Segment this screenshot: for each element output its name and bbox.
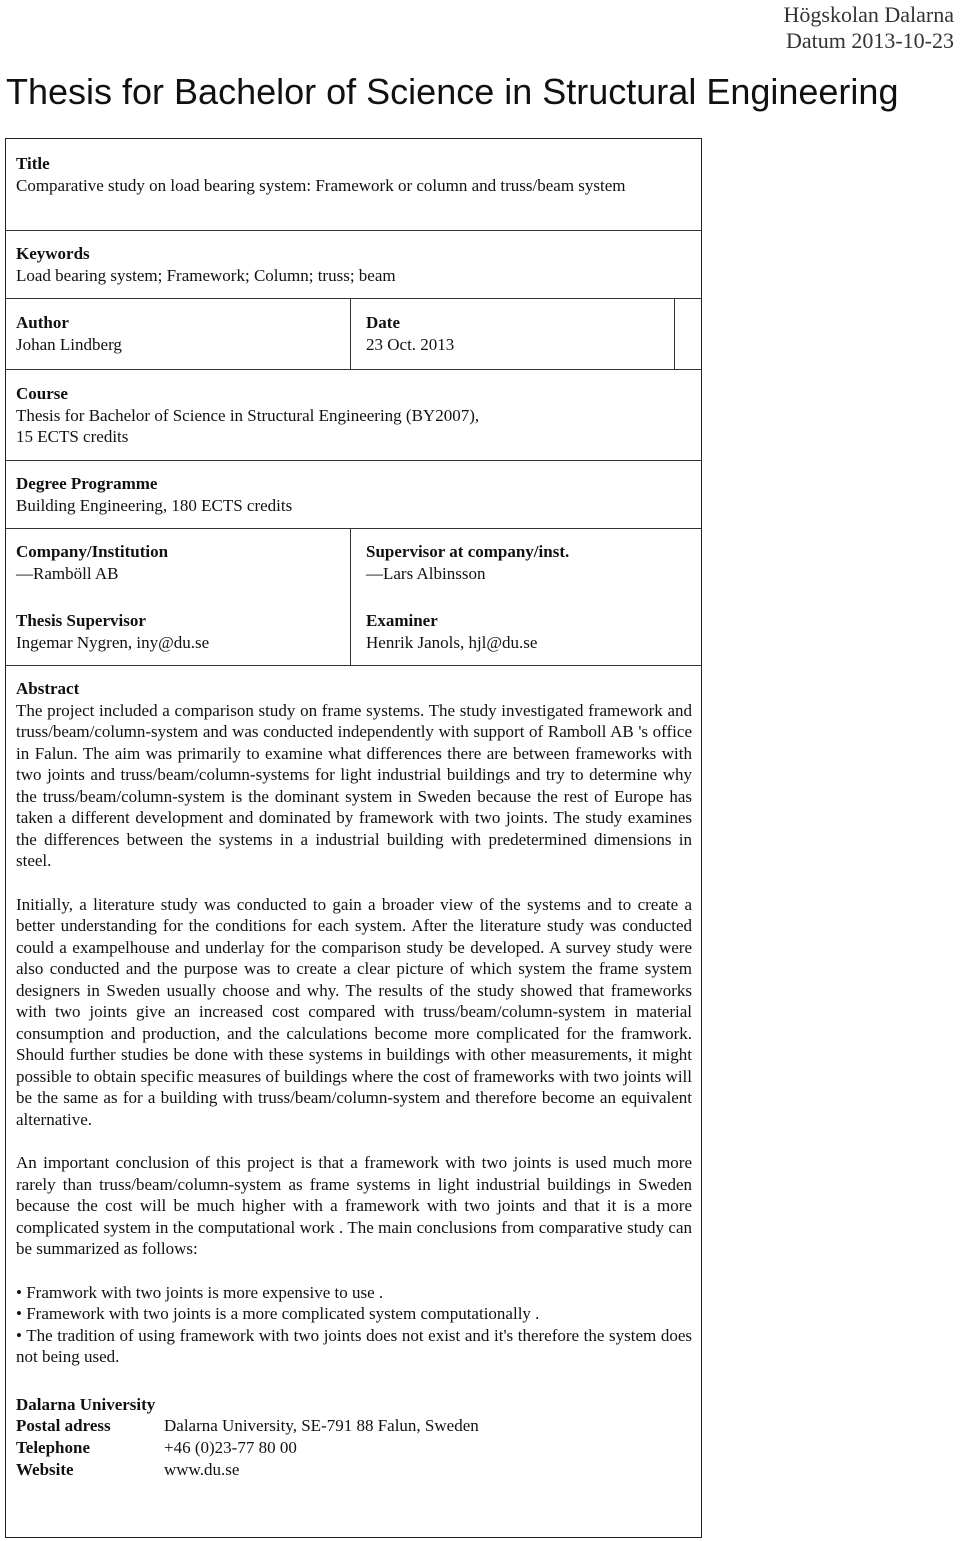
abstract-section xyxy=(16,678,692,1481)
course-value-line1: Thesis for Bachelor of Science in Structural Engineering (BY2007), xyxy=(16,405,480,425)
university-info xyxy=(16,1394,692,1482)
contact-key: Postal adress xyxy=(16,1416,111,1435)
degree-value: Building Engineering, 180 ECTS credits xyxy=(16,495,293,515)
date-value: 23 Oct. 2013 xyxy=(366,334,455,354)
divider xyxy=(6,528,701,529)
thesis-supervisor-value: Ingemar Nygren, iny@du.se xyxy=(16,632,210,652)
examiner-value: Henrik Janols, hjl@du.se xyxy=(366,632,538,652)
contact-value: +46 (0)23-77 80 00 xyxy=(164,1438,297,1457)
title-label: Title xyxy=(16,154,50,173)
company-field xyxy=(16,541,336,584)
document-date: Datum 2013-10-23 xyxy=(785,28,954,53)
contact-key: Telephone xyxy=(16,1438,91,1457)
abstract-label: Abstract xyxy=(16,679,80,698)
keywords-value: Load bearing system; Framework; Column; truss; beam xyxy=(16,265,396,285)
abstract-paragraph: Initially, a literature study was conducted to gain a broader view of the systems and to create a better understanding for the conditions for each system. After the literature study was conducted could a exampelhouse and underlay for the comparison study be developed. A survey study were also conducted and the purpose was to create a clear picture of which system the frame system designers in Sweden usually choose and why. The results of the study showed that frameworks with two joints give an increased cost compared with truss/beam/column-system in material consumption and production, and the calculations become more complicated for the framwork. Should further studies be done with these systems in buildings with other measurements, it might possible to obtain specific measures of buildings where the cost of frameworks with two joints will be the same as for a building with truss/beam/column-system and therefore become an equivalent alternative. xyxy=(16,894,692,1129)
divider xyxy=(6,230,701,231)
course-field xyxy=(16,383,686,448)
list-item: • The tradition of using framework with two joints does not exist and it's therefore the system does not being used. xyxy=(16,1325,692,1366)
thesis-form xyxy=(5,138,702,1538)
company-name: Ramböll AB xyxy=(33,563,119,583)
table-row xyxy=(16,1415,479,1437)
author-value: Johan Lindberg xyxy=(16,334,122,354)
course-label: Course xyxy=(16,384,68,403)
author-field xyxy=(16,312,336,355)
list-item: • Framework with two joints is a more complicated system computationally . xyxy=(16,1304,540,1323)
company-supervisor-label: Supervisor at company/inst. xyxy=(366,542,570,561)
list-item: • Framwork with two joints is more expensive to use . xyxy=(16,1282,384,1302)
divider xyxy=(6,665,701,666)
abstract-paragraph: The project included a comparison study on frame systems. The study investigated framework and truss/beam/column-system and was conducted independently with support of Ramboll AB 's office in Falun. The aim was primarily to examine what differences there are between frameworks with two joints and truss/beam/column-systems for light industrial buildings and try to determine why the truss/beam/column-system is the dominant system in Sweden because the rest of Europe has taken a different development and dominated by framework with two joints. The study examines the differences between the systems in a industrial building with predetermined dimensions in steel. xyxy=(16,700,692,870)
abstract-body xyxy=(16,700,692,1368)
date-label: Date xyxy=(366,313,400,332)
table-row xyxy=(16,1437,479,1459)
contact-value: Dalarna University, SE-791 88 Falun, Sweden xyxy=(164,1416,479,1435)
university-contact-table xyxy=(16,1415,479,1481)
degree-field xyxy=(16,473,686,516)
keywords-field xyxy=(16,243,676,286)
degree-label: Degree Programme xyxy=(16,474,158,493)
thesis-supervisor-label: Thesis Supervisor xyxy=(16,611,146,630)
course-value-line2: 15 ECTS credits xyxy=(16,427,129,446)
contact-key: Website xyxy=(16,1460,74,1479)
divider xyxy=(6,460,701,461)
examiner-label: Examiner xyxy=(366,611,438,630)
conclusions-list xyxy=(16,1282,692,1368)
company-supervisor-value xyxy=(366,563,686,585)
company-supervisor-field xyxy=(366,541,686,584)
keywords-label: Keywords xyxy=(16,244,90,263)
column-divider xyxy=(674,298,675,369)
dash-glyph: — xyxy=(16,563,33,583)
divider xyxy=(6,369,701,370)
abstract-paragraph: An important conclusion of this project is that a framework with two joints is used much more rarely than truss/beam/column-system as frame systems in light industrial buildings in Sweden because the cost will be much higher with a framework with two joints and that it is a more complicated system in the computational work . The main conclusions from comparative study can be summarized as follows: xyxy=(16,1153,692,1258)
table-row xyxy=(16,1459,479,1481)
company-supervisor-name: Lars Albinsson xyxy=(383,563,486,583)
author-label: Author xyxy=(16,313,69,332)
university-heading: Dalarna University xyxy=(16,1394,156,1414)
company-label: Company/Institution xyxy=(16,542,169,561)
institution-header xyxy=(784,2,954,54)
title-field xyxy=(16,153,656,196)
company-value xyxy=(16,563,336,585)
thesis-supervisor-field xyxy=(16,610,336,653)
title-value: Comparative study on load bearing system: Framework or column and truss/beam system xyxy=(16,175,626,195)
column-divider xyxy=(350,298,351,369)
dash-glyph: — xyxy=(366,563,383,583)
page-title: Thesis for Bachelor of Science in Structural Engineering xyxy=(6,71,899,112)
contact-value: www.du.se xyxy=(164,1460,240,1479)
date-field xyxy=(366,312,666,355)
institution-name: Högskolan Dalarna xyxy=(783,2,954,27)
column-divider xyxy=(350,528,351,665)
examiner-field xyxy=(366,610,686,653)
divider xyxy=(6,298,701,299)
